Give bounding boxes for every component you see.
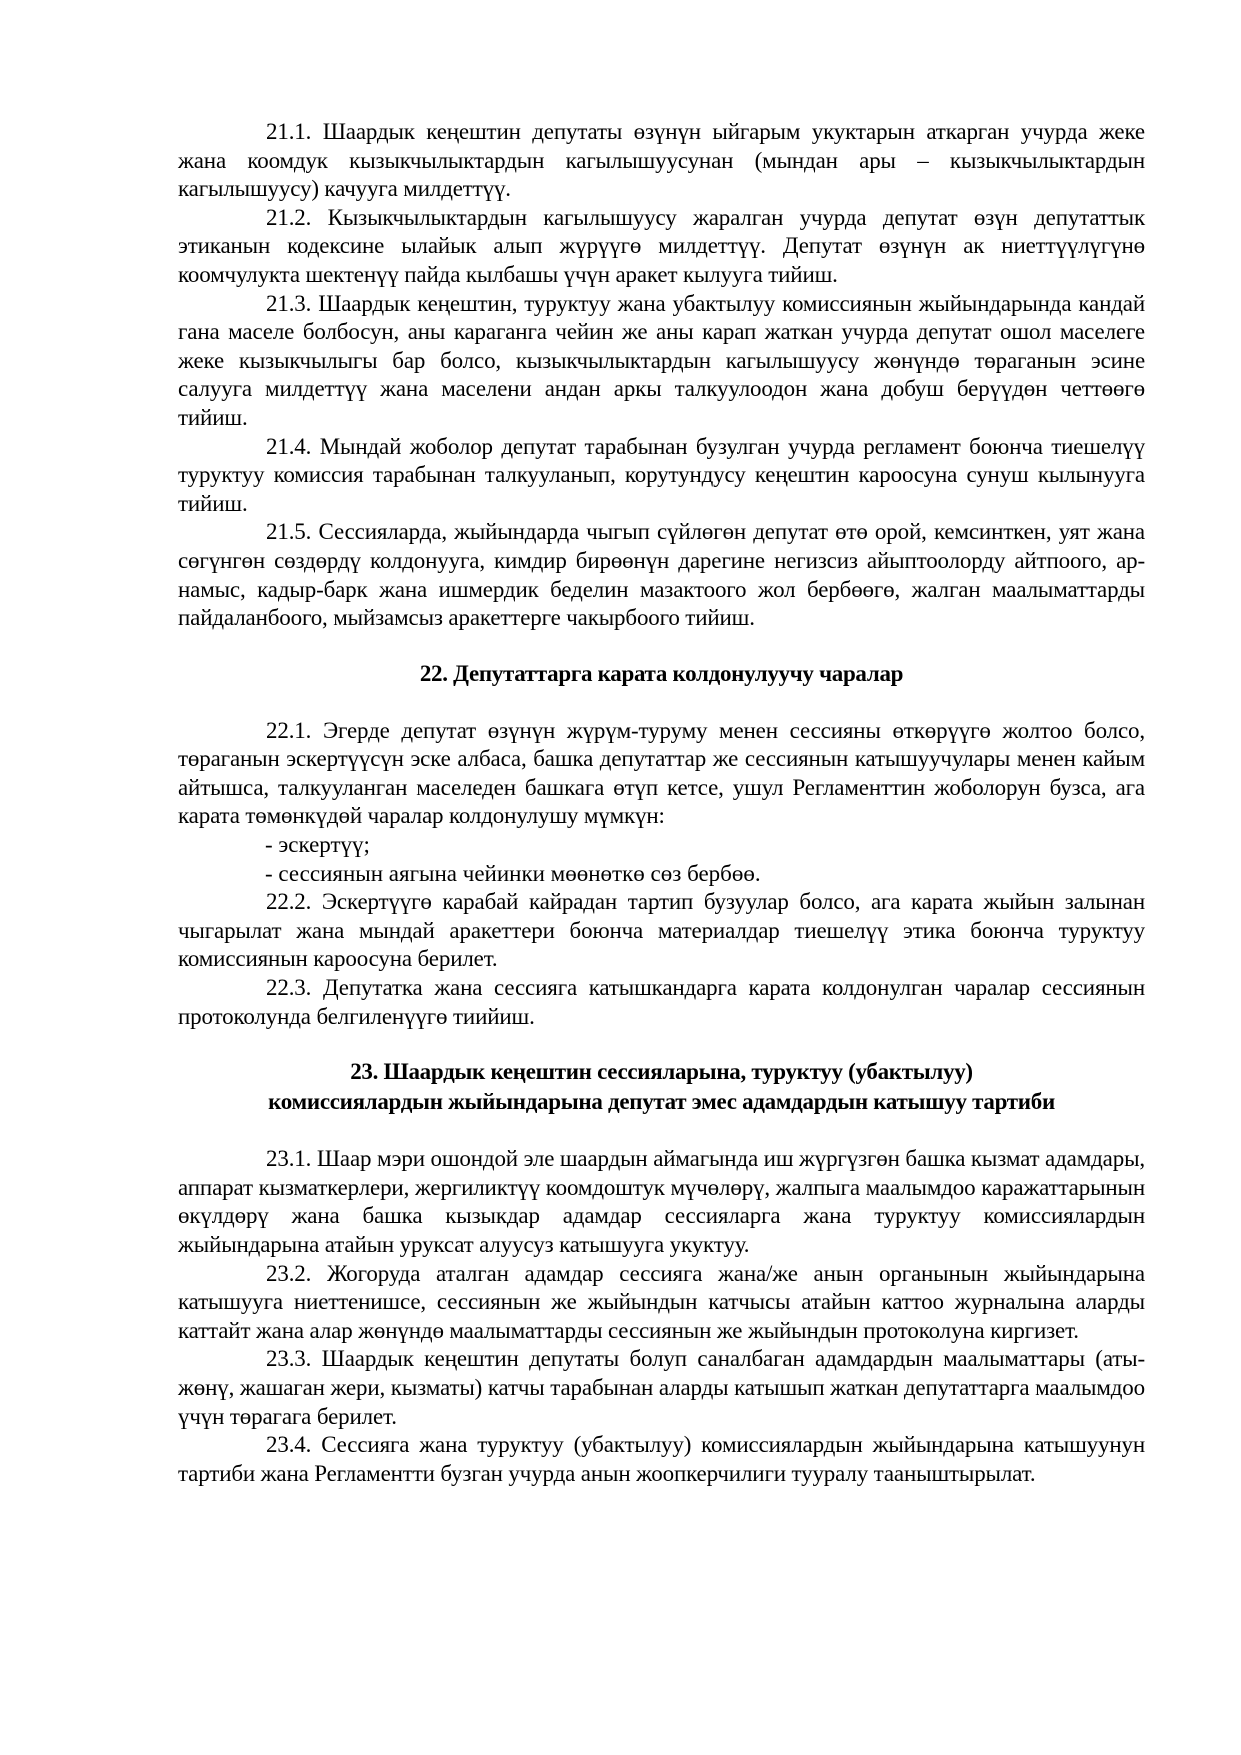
paragraph-23-2: 23.2. Жогоруда аталган адамдар сессияга жана/же анын органынын жыйындарына катышууга ниеттенишсе, сессиянын же жыйындын катчысы атайын каттоо журналына аларды каттайт жана алар жөнүндө маалыматтарды сессиянын же жыйындын протоколуна киргизет.	[178, 1260, 1145, 1343]
spacer	[178, 633, 1145, 659]
measure-item-no-speech: - сессиянын аягына чейинки мөөнөткө сөз бербөө.	[265, 860, 761, 886]
paragraph-23-3: 23.3. Шаардык кеңештин депутаты болуп саналбаган адамдардын маалыматтары (аты-жөнү, жашаган жери, кызматы) катчы тарабынан аларды катышып жаткан депутаттарга маалымдоо үчүн төрагага берилет.	[178, 1346, 1145, 1429]
paragraph-23-4: 23.4. Сессияга жана туруктуу (убактылуу) комиссиялардын жыйындарына катышуунун тартиби жана Регламентти бузган учурда анын жоопкерчилиги тууралу тааныштырылат.	[178, 1432, 1145, 1486]
paragraph-23-1: 23.1. Шаар мэри ошондой эле шаардын аймагында иш жүргүзгөн башка кызмат адамдары, аппарат кызматкерлери, жергиликтүү коомдоштук мүчөлөрү, жалпыга маалымдоо каражаттарынын өкүлдөрү жана башка кызыкдар адамдар сессияларга жана туруктуу комиссиялардын жыйындарына атайын уруксат алуусуз катышууга укуктуу.	[178, 1146, 1145, 1257]
section-23-heading-line-2: комиссиялардын жыйындарына депутат эмес адамдардын катышуу тартиби	[268, 1089, 1055, 1115]
section-21	[178, 118, 1145, 633]
measure-item-warning: - эскертүү;	[265, 832, 370, 858]
paragraph-22-2: 22.2. Эскертүүгө карабай кайрадан тартип бузуулар болсо, ага карата жыйын залынан чыгарылат жана мындай аракеттери боюнча материалдар тиешелүү этика боюнча туруктуу комиссиянын кароосуна берилет.	[178, 889, 1145, 972]
page-content	[178, 118, 1145, 1488]
spacer	[178, 1117, 1145, 1145]
paragraph-22-1: 22.1. Эгерде депутат өзүнүн жүрүм-туруму менен сессияны өткөрүүгө жолтоо болсо, төраганын эскертүүсүн эске албаса, башка депутаттар же сессиянын катышуучулары менен кайым айтышса, талкууланган маселеден башкага өтүп кетсе, ушул Регламенттин жоболорун бузса, ага карата төмөнкүдөй чаралар колдонулушу мүмкүн:	[178, 717, 1145, 829]
section-22-heading: 22. Депутаттарга карата колдонулуучу чаралар	[419, 660, 904, 686]
paragraph-21-4: 21.4. Мындай жоболор депутат тарабынан бузулган учурда регламент боюнча тиешелүү туруктуу комиссия тарабынан талкууланып, корутундусу кеңештин кароосуна сунуш кылынууга тийиш.	[178, 433, 1145, 516]
section-23	[178, 1057, 1145, 1488]
paragraph-21-3: 21.3. Шаардык кеңештин, туруктуу жана убактылуу комиссиянын жыйындарында кандай гана маселе болбосун, аны караганга чейин же аны карап жаткан учурда депутат ошол маселеге жеке кызыкчылыгы бар болсо, кызыкчылыктардын кагылышуусу жөнүндө төраганын эсине салууга милдеттүү жана маселени андан аркы талкуулоодон жана добуш берүүдөн четтөөгө тийиш.	[178, 290, 1145, 430]
paragraph-21-1: 21.1. Шаардык кеңештин депутаты өзүнүн ыйгарым укуктарын аткарган учурда жеке жана коомдук кызыкчылыктардын кагылышуусунан (мындан ары – кызыкчылыктардын кагылышуусу) качууга милдеттүү.	[178, 119, 1145, 202]
paragraph-21-2: 21.2. Кызыкчылыктардын кагылышуусу жаралган учурда депутат өзүн депутаттык этиканын кодексине ылайык алып жүрүүгө милдеттүү. Депутат өзүнүн ак ниеттүүлүгүнө коомчулукта шектенүү пайда кылбашы үчүн аракет кылууга тийиш.	[178, 204, 1145, 287]
section-23-heading-line-1: 23. Шаардык кеңештин сессияларына, туруктуу (убактылуу)	[350, 1059, 973, 1085]
spacer	[178, 689, 1145, 717]
spacer	[178, 1031, 1145, 1057]
paragraph-22-3: 22.3. Депутатка жана сессияга катышкандарга карата колдонулган чаралар сессиянын протоколунда белгиленүүгө тиийиш.	[178, 975, 1145, 1029]
section-22	[178, 659, 1145, 1032]
paragraph-21-5: 21.5. Сессияларда, жыйындарда чыгып сүйлөгөн депутат өтө орой, кемсинткен, уят жана сөгүнгөн сөздөрдү колдонууга, кимдир бирөөнүн дарегине негизсиз айыптоолорду айтпоого, ар-намыс, кадыр-барк жана ишмердик беделин мазактоого жол бербөөгө, жалган маалыматтарды пайдаланбоого, мыйзамсыз аракеттерге чакырбоого тийиш.	[178, 519, 1145, 631]
section-23-heading	[178, 1057, 1145, 1117]
